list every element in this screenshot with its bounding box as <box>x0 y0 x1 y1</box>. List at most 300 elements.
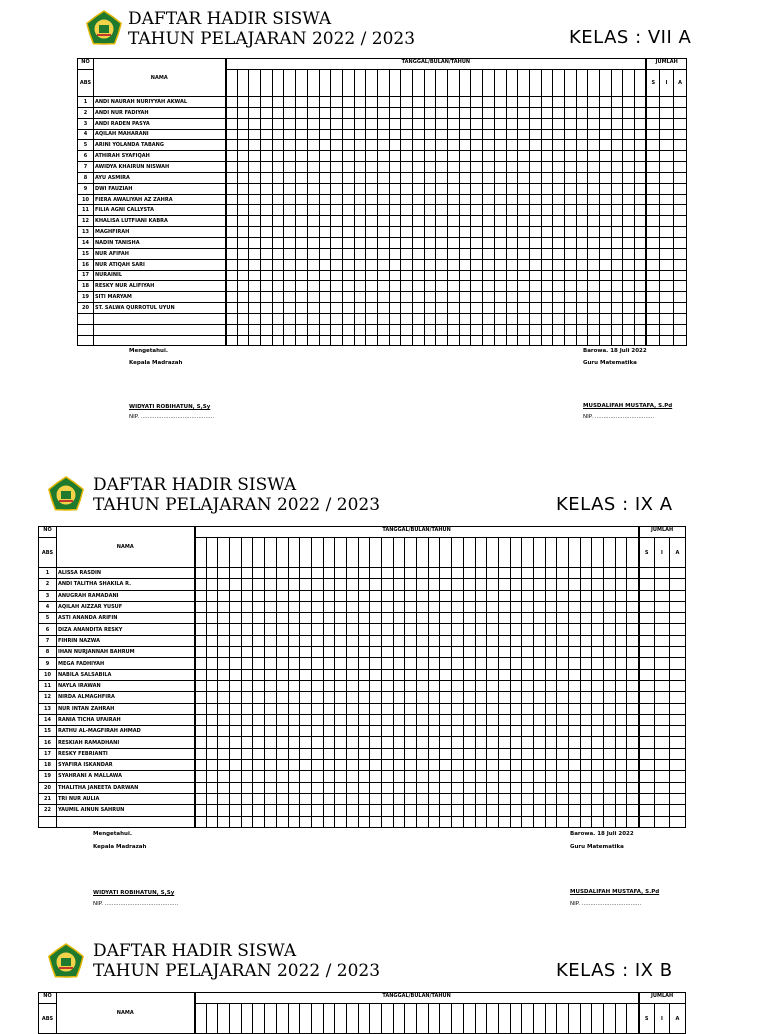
attendance-cell[interactable] <box>405 669 417 680</box>
attendance-cell[interactable] <box>413 183 425 194</box>
attendance-cell[interactable] <box>413 292 425 303</box>
attendance-cell[interactable] <box>226 172 238 183</box>
attendance-cell[interactable] <box>448 140 460 151</box>
attendance-cell[interactable] <box>576 248 588 259</box>
attendance-cell[interactable] <box>635 281 647 292</box>
attendance-cell[interactable] <box>249 183 261 194</box>
attendance-cell[interactable] <box>237 183 249 194</box>
total-cell[interactable] <box>670 714 686 725</box>
attendance-cell[interactable] <box>377 248 389 259</box>
attendance-cell[interactable] <box>393 793 405 804</box>
attendance-cell[interactable] <box>311 692 323 703</box>
attendance-cell[interactable] <box>206 624 218 635</box>
attendance-cell[interactable] <box>342 216 354 227</box>
attendance-cell[interactable] <box>253 635 265 646</box>
attendance-cell[interactable] <box>564 216 576 227</box>
attendance-cell[interactable] <box>615 782 627 793</box>
attendance-cell[interactable] <box>522 816 534 827</box>
attendance-cell[interactable] <box>272 227 284 238</box>
attendance-cell[interactable] <box>307 118 319 129</box>
attendance-cell[interactable] <box>331 216 343 227</box>
attendance-cell[interactable] <box>498 805 510 816</box>
attendance-cell[interactable] <box>272 292 284 303</box>
attendance-cell[interactable] <box>230 771 242 782</box>
attendance-cell[interactable] <box>382 793 394 804</box>
attendance-cell[interactable] <box>401 183 413 194</box>
attendance-cell[interactable] <box>487 601 499 612</box>
date-cell[interactable] <box>218 538 230 568</box>
total-cell[interactable] <box>646 335 660 346</box>
total-cell[interactable] <box>670 760 686 771</box>
attendance-cell[interactable] <box>529 140 541 151</box>
attendance-cell[interactable] <box>382 647 394 658</box>
attendance-cell[interactable] <box>288 590 300 601</box>
attendance-cell[interactable] <box>393 748 405 759</box>
attendance-cell[interactable] <box>452 601 464 612</box>
attendance-cell[interactable] <box>354 129 366 140</box>
attendance-cell[interactable] <box>401 194 413 205</box>
date-cell[interactable] <box>580 1004 592 1034</box>
attendance-cell[interactable] <box>370 624 382 635</box>
attendance-cell[interactable] <box>600 183 612 194</box>
attendance-cell[interactable] <box>592 782 604 793</box>
attendance-cell[interactable] <box>436 335 448 346</box>
attendance-cell[interactable] <box>417 613 429 624</box>
attendance-cell[interactable] <box>424 97 436 108</box>
attendance-cell[interactable] <box>471 281 483 292</box>
attendance-cell[interactable] <box>487 590 499 601</box>
attendance-cell[interactable] <box>424 118 436 129</box>
attendance-cell[interactable] <box>265 816 277 827</box>
attendance-cell[interactable] <box>405 635 417 646</box>
attendance-cell[interactable] <box>296 129 308 140</box>
attendance-cell[interactable] <box>580 601 592 612</box>
attendance-cell[interactable] <box>522 737 534 748</box>
attendance-cell[interactable] <box>405 714 417 725</box>
attendance-cell[interactable] <box>611 129 623 140</box>
date-cell[interactable] <box>440 1004 452 1034</box>
attendance-cell[interactable] <box>377 118 389 129</box>
attendance-cell[interactable] <box>448 183 460 194</box>
total-cell[interactable] <box>654 635 670 646</box>
attendance-cell[interactable] <box>296 281 308 292</box>
attendance-cell[interactable] <box>405 601 417 612</box>
attendance-cell[interactable] <box>393 613 405 624</box>
attendance-cell[interactable] <box>635 97 647 108</box>
attendance-cell[interactable] <box>564 97 576 108</box>
attendance-cell[interactable] <box>311 680 323 691</box>
attendance-cell[interactable] <box>463 816 475 827</box>
attendance-cell[interactable] <box>265 579 277 590</box>
attendance-cell[interactable] <box>401 227 413 238</box>
attendance-cell[interactable] <box>569 793 581 804</box>
attendance-cell[interactable] <box>494 303 506 314</box>
attendance-cell[interactable] <box>510 692 522 703</box>
attendance-cell[interactable] <box>452 590 464 601</box>
attendance-cell[interactable] <box>424 303 436 314</box>
attendance-cell[interactable] <box>487 793 499 804</box>
attendance-cell[interactable] <box>588 97 600 108</box>
attendance-cell[interactable] <box>284 162 296 173</box>
attendance-cell[interactable] <box>366 97 378 108</box>
attendance-cell[interactable] <box>627 635 639 646</box>
attendance-cell[interactable] <box>413 237 425 248</box>
attendance-cell[interactable] <box>346 568 358 579</box>
attendance-cell[interactable] <box>498 737 510 748</box>
attendance-cell[interactable] <box>366 227 378 238</box>
attendance-cell[interactable] <box>611 216 623 227</box>
date-cell[interactable] <box>576 70 588 97</box>
attendance-cell[interactable] <box>195 680 207 691</box>
attendance-cell[interactable] <box>300 737 312 748</box>
attendance-cell[interactable] <box>261 248 273 259</box>
attendance-cell[interactable] <box>553 237 565 248</box>
attendance-cell[interactable] <box>358 805 370 816</box>
attendance-cell[interactable] <box>276 816 288 827</box>
total-cell[interactable] <box>639 760 655 771</box>
total-cell[interactable] <box>670 568 686 579</box>
attendance-cell[interactable] <box>276 647 288 658</box>
total-cell[interactable] <box>660 270 674 281</box>
attendance-cell[interactable] <box>206 703 218 714</box>
attendance-cell[interactable] <box>323 703 335 714</box>
date-cell[interactable] <box>459 70 471 97</box>
attendance-cell[interactable] <box>413 216 425 227</box>
attendance-cell[interactable] <box>529 335 541 346</box>
attendance-cell[interactable] <box>627 669 639 680</box>
attendance-cell[interactable] <box>272 194 284 205</box>
attendance-cell[interactable] <box>471 324 483 335</box>
attendance-cell[interactable] <box>475 760 487 771</box>
attendance-cell[interactable] <box>319 237 331 248</box>
attendance-cell[interactable] <box>370 703 382 714</box>
attendance-cell[interactable] <box>529 259 541 270</box>
date-cell[interactable] <box>518 70 530 97</box>
attendance-cell[interactable] <box>564 118 576 129</box>
attendance-cell[interactable] <box>382 601 394 612</box>
attendance-cell[interactable] <box>319 140 331 151</box>
attendance-cell[interactable] <box>413 140 425 151</box>
attendance-cell[interactable] <box>448 151 460 162</box>
attendance-cell[interactable] <box>588 172 600 183</box>
attendance-cell[interactable] <box>604 692 616 703</box>
attendance-cell[interactable] <box>284 281 296 292</box>
attendance-cell[interactable] <box>296 216 308 227</box>
attendance-cell[interactable] <box>261 335 273 346</box>
attendance-cell[interactable] <box>604 726 616 737</box>
attendance-cell[interactable] <box>370 805 382 816</box>
attendance-cell[interactable] <box>307 303 319 314</box>
total-cell[interactable] <box>654 782 670 793</box>
attendance-cell[interactable] <box>459 107 471 118</box>
attendance-cell[interactable] <box>346 793 358 804</box>
attendance-cell[interactable] <box>389 259 401 270</box>
attendance-cell[interactable] <box>506 216 518 227</box>
attendance-cell[interactable] <box>553 313 565 324</box>
date-cell[interactable] <box>346 1004 358 1034</box>
attendance-cell[interactable] <box>323 760 335 771</box>
attendance-cell[interactable] <box>494 183 506 194</box>
total-cell[interactable] <box>639 782 655 793</box>
attendance-cell[interactable] <box>522 680 534 691</box>
attendance-cell[interactable] <box>494 248 506 259</box>
attendance-cell[interactable] <box>226 270 238 281</box>
attendance-cell[interactable] <box>265 771 277 782</box>
attendance-cell[interactable] <box>261 216 273 227</box>
attendance-cell[interactable] <box>288 714 300 725</box>
date-cell[interactable] <box>452 538 464 568</box>
attendance-cell[interactable] <box>506 303 518 314</box>
attendance-cell[interactable] <box>604 760 616 771</box>
attendance-cell[interactable] <box>611 270 623 281</box>
attendance-cell[interactable] <box>452 624 464 635</box>
attendance-cell[interactable] <box>417 748 429 759</box>
total-cell[interactable] <box>639 748 655 759</box>
attendance-cell[interactable] <box>600 292 612 303</box>
attendance-cell[interactable] <box>424 292 436 303</box>
attendance-cell[interactable] <box>261 270 273 281</box>
attendance-cell[interactable] <box>366 118 378 129</box>
attendance-cell[interactable] <box>288 760 300 771</box>
attendance-cell[interactable] <box>611 227 623 238</box>
attendance-cell[interactable] <box>382 669 394 680</box>
attendance-cell[interactable] <box>417 624 429 635</box>
attendance-cell[interactable] <box>463 613 475 624</box>
attendance-cell[interactable] <box>475 748 487 759</box>
attendance-cell[interactable] <box>253 692 265 703</box>
attendance-cell[interactable] <box>370 692 382 703</box>
attendance-cell[interactable] <box>580 782 592 793</box>
attendance-cell[interactable] <box>553 205 565 216</box>
attendance-cell[interactable] <box>377 194 389 205</box>
attendance-cell[interactable] <box>218 726 230 737</box>
attendance-cell[interactable] <box>588 335 600 346</box>
attendance-cell[interactable] <box>463 635 475 646</box>
total-cell[interactable] <box>660 281 674 292</box>
attendance-cell[interactable] <box>358 816 370 827</box>
attendance-cell[interactable] <box>218 680 230 691</box>
attendance-cell[interactable] <box>311 703 323 714</box>
date-cell[interactable] <box>296 70 308 97</box>
attendance-cell[interactable] <box>319 162 331 173</box>
attendance-cell[interactable] <box>592 748 604 759</box>
attendance-cell[interactable] <box>448 107 460 118</box>
attendance-cell[interactable] <box>541 292 553 303</box>
attendance-cell[interactable] <box>296 259 308 270</box>
attendance-cell[interactable] <box>307 140 319 151</box>
attendance-cell[interactable] <box>346 760 358 771</box>
attendance-cell[interactable] <box>311 805 323 816</box>
attendance-cell[interactable] <box>417 760 429 771</box>
attendance-cell[interactable] <box>370 647 382 658</box>
attendance-cell[interactable] <box>218 658 230 669</box>
attendance-cell[interactable] <box>323 568 335 579</box>
attendance-cell[interactable] <box>611 303 623 314</box>
date-cell[interactable] <box>241 538 253 568</box>
attendance-cell[interactable] <box>370 579 382 590</box>
attendance-cell[interactable] <box>241 805 253 816</box>
attendance-cell[interactable] <box>253 816 265 827</box>
total-cell[interactable] <box>673 227 687 238</box>
total-cell[interactable] <box>654 680 670 691</box>
attendance-cell[interactable] <box>377 259 389 270</box>
attendance-cell[interactable] <box>627 613 639 624</box>
attendance-cell[interactable] <box>241 737 253 748</box>
attendance-cell[interactable] <box>580 624 592 635</box>
attendance-cell[interactable] <box>389 172 401 183</box>
attendance-cell[interactable] <box>545 669 557 680</box>
attendance-cell[interactable] <box>377 205 389 216</box>
date-cell[interactable] <box>436 70 448 97</box>
attendance-cell[interactable] <box>413 162 425 173</box>
attendance-cell[interactable] <box>424 107 436 118</box>
attendance-cell[interactable] <box>541 151 553 162</box>
attendance-cell[interactable] <box>393 737 405 748</box>
attendance-cell[interactable] <box>452 680 464 691</box>
attendance-cell[interactable] <box>230 624 242 635</box>
attendance-cell[interactable] <box>366 335 378 346</box>
attendance-cell[interactable] <box>401 205 413 216</box>
attendance-cell[interactable] <box>405 726 417 737</box>
attendance-cell[interactable] <box>284 313 296 324</box>
total-cell[interactable] <box>660 259 674 270</box>
attendance-cell[interactable] <box>483 183 495 194</box>
attendance-cell[interactable] <box>230 613 242 624</box>
attendance-cell[interactable] <box>276 624 288 635</box>
attendance-cell[interactable] <box>218 647 230 658</box>
attendance-cell[interactable] <box>323 669 335 680</box>
attendance-cell[interactable] <box>475 658 487 669</box>
attendance-cell[interactable] <box>249 151 261 162</box>
attendance-cell[interactable] <box>319 303 331 314</box>
attendance-cell[interactable] <box>428 568 440 579</box>
attendance-cell[interactable] <box>296 324 308 335</box>
attendance-cell[interactable] <box>615 658 627 669</box>
attendance-cell[interactable] <box>389 335 401 346</box>
attendance-cell[interactable] <box>494 292 506 303</box>
attendance-cell[interactable] <box>604 579 616 590</box>
attendance-cell[interactable] <box>553 259 565 270</box>
date-cell[interactable] <box>311 1004 323 1034</box>
date-cell[interactable] <box>230 538 242 568</box>
attendance-cell[interactable] <box>342 205 354 216</box>
date-cell[interactable] <box>580 538 592 568</box>
attendance-cell[interactable] <box>261 118 273 129</box>
attendance-cell[interactable] <box>627 680 639 691</box>
attendance-cell[interactable] <box>288 782 300 793</box>
attendance-cell[interactable] <box>354 324 366 335</box>
attendance-cell[interactable] <box>494 259 506 270</box>
attendance-cell[interactable] <box>487 647 499 658</box>
attendance-cell[interactable] <box>483 97 495 108</box>
attendance-cell[interactable] <box>557 601 569 612</box>
attendance-cell[interactable] <box>541 172 553 183</box>
attendance-cell[interactable] <box>342 151 354 162</box>
attendance-cell[interactable] <box>448 281 460 292</box>
total-cell[interactable] <box>673 237 687 248</box>
attendance-cell[interactable] <box>342 227 354 238</box>
total-cell[interactable] <box>660 248 674 259</box>
attendance-cell[interactable] <box>261 97 273 108</box>
attendance-cell[interactable] <box>557 647 569 658</box>
attendance-cell[interactable] <box>405 703 417 714</box>
attendance-cell[interactable] <box>206 568 218 579</box>
total-cell[interactable] <box>673 248 687 259</box>
attendance-cell[interactable] <box>307 151 319 162</box>
attendance-cell[interactable] <box>627 805 639 816</box>
attendance-cell[interactable] <box>241 635 253 646</box>
attendance-cell[interactable] <box>615 748 627 759</box>
attendance-cell[interactable] <box>518 259 530 270</box>
total-cell[interactable] <box>654 579 670 590</box>
attendance-cell[interactable] <box>506 107 518 118</box>
attendance-cell[interactable] <box>342 162 354 173</box>
attendance-cell[interactable] <box>226 303 238 314</box>
attendance-cell[interactable] <box>276 782 288 793</box>
attendance-cell[interactable] <box>510 793 522 804</box>
date-cell[interactable] <box>487 1004 499 1034</box>
attendance-cell[interactable] <box>529 118 541 129</box>
attendance-cell[interactable] <box>358 726 370 737</box>
attendance-cell[interactable] <box>541 237 553 248</box>
attendance-cell[interactable] <box>276 805 288 816</box>
attendance-cell[interactable] <box>506 151 518 162</box>
attendance-cell[interactable] <box>463 703 475 714</box>
date-cell[interactable] <box>417 1004 429 1034</box>
attendance-cell[interactable] <box>459 172 471 183</box>
attendance-cell[interactable] <box>522 782 534 793</box>
attendance-cell[interactable] <box>300 647 312 658</box>
attendance-cell[interactable] <box>623 172 635 183</box>
attendance-cell[interactable] <box>576 140 588 151</box>
attendance-cell[interactable] <box>557 669 569 680</box>
attendance-cell[interactable] <box>272 129 284 140</box>
attendance-cell[interactable] <box>428 590 440 601</box>
attendance-cell[interactable] <box>428 658 440 669</box>
attendance-cell[interactable] <box>494 129 506 140</box>
attendance-cell[interactable] <box>498 692 510 703</box>
attendance-cell[interactable] <box>335 714 347 725</box>
attendance-cell[interactable] <box>307 183 319 194</box>
attendance-cell[interactable] <box>436 313 448 324</box>
attendance-cell[interactable] <box>342 270 354 281</box>
attendance-cell[interactable] <box>358 590 370 601</box>
attendance-cell[interactable] <box>413 97 425 108</box>
attendance-cell[interactable] <box>354 313 366 324</box>
attendance-cell[interactable] <box>323 624 335 635</box>
attendance-cell[interactable] <box>487 760 499 771</box>
attendance-cell[interactable] <box>463 568 475 579</box>
attendance-cell[interactable] <box>494 194 506 205</box>
attendance-cell[interactable] <box>342 248 354 259</box>
attendance-cell[interactable] <box>529 194 541 205</box>
attendance-cell[interactable] <box>483 140 495 151</box>
attendance-cell[interactable] <box>463 760 475 771</box>
attendance-cell[interactable] <box>428 613 440 624</box>
attendance-cell[interactable] <box>358 782 370 793</box>
attendance-cell[interactable] <box>226 324 238 335</box>
attendance-cell[interactable] <box>307 227 319 238</box>
attendance-cell[interactable] <box>471 227 483 238</box>
attendance-cell[interactable] <box>463 737 475 748</box>
attendance-cell[interactable] <box>335 658 347 669</box>
attendance-cell[interactable] <box>518 129 530 140</box>
attendance-cell[interactable] <box>307 162 319 173</box>
attendance-cell[interactable] <box>564 205 576 216</box>
attendance-cell[interactable] <box>564 270 576 281</box>
attendance-cell[interactable] <box>393 579 405 590</box>
attendance-cell[interactable] <box>510 816 522 827</box>
